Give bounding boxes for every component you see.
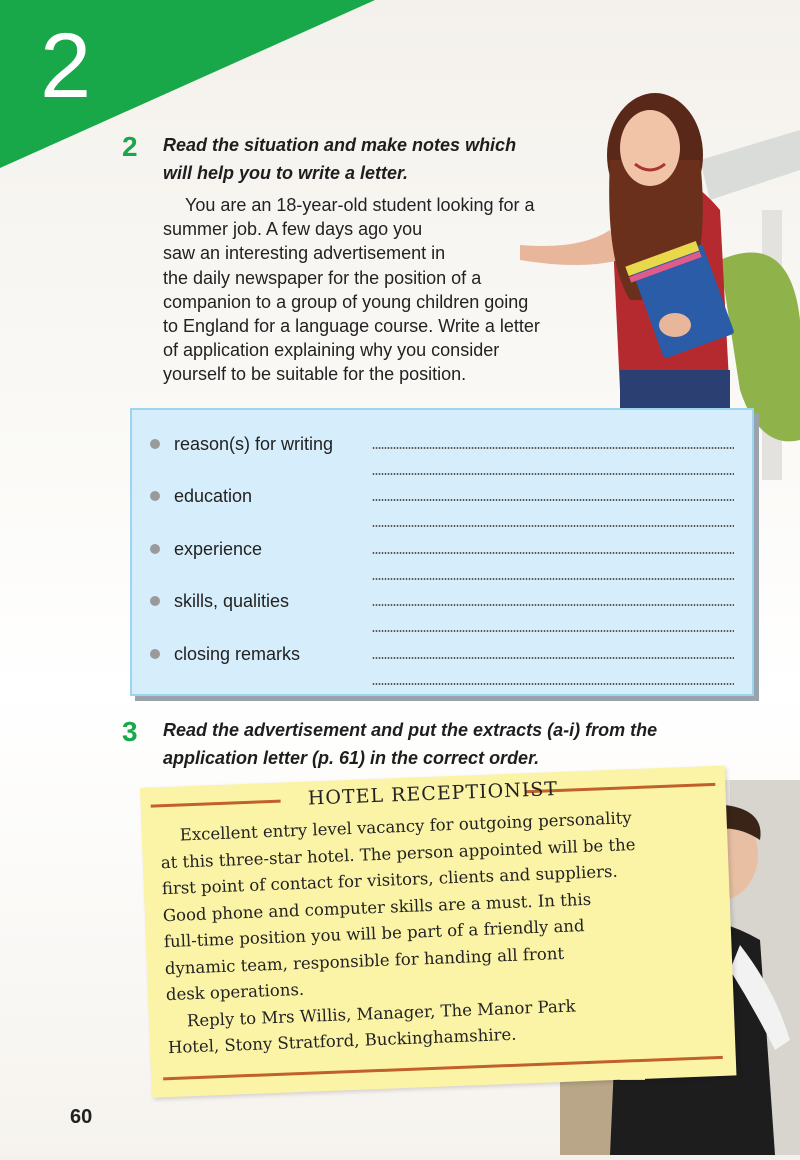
note-answer-line[interactable] bbox=[372, 630, 734, 632]
situation-line: to England for a language course. Write a letter bbox=[163, 316, 540, 337]
ad-bottom-rule bbox=[163, 1056, 723, 1080]
situation-line: companion to a group of young children going bbox=[163, 291, 529, 312]
situation-line: saw an interesting advertisement in bbox=[163, 243, 446, 264]
note-row-experience bbox=[132, 535, 752, 587]
ad-body-line: Hotel, Stony Stratford, Buckinghamshire. bbox=[167, 1024, 517, 1058]
note-label: skills, qualities bbox=[174, 591, 290, 611]
task-3-instruction bbox=[163, 716, 657, 772]
situation-line: yourself to be suitable for the position. bbox=[163, 364, 467, 385]
ad-body-line: full-time position you will be part of a friendly and bbox=[163, 916, 585, 952]
situation-line: of application explaining why you consider bbox=[163, 340, 500, 361]
bullet-icon bbox=[150, 596, 160, 606]
situation-line: the daily newspaper for the position of a bbox=[163, 267, 482, 288]
note-answer-line[interactable] bbox=[372, 683, 734, 685]
note-answer-line[interactable] bbox=[372, 604, 734, 606]
ad-body-line: dynamic team, responsible for handing all front bbox=[164, 943, 565, 978]
note-answer-line[interactable] bbox=[372, 525, 734, 527]
note-answer-line[interactable] bbox=[372, 552, 734, 554]
unit-number: 2 bbox=[40, 15, 92, 117]
situation-line: You are an 18-year-old student looking for a bbox=[185, 195, 535, 215]
ad-body bbox=[159, 802, 723, 1062]
note-row-skills bbox=[132, 587, 752, 639]
note-row-closing bbox=[132, 640, 752, 692]
notes-box bbox=[130, 408, 754, 696]
task-2-instruction bbox=[163, 131, 516, 187]
note-answer-line[interactable] bbox=[372, 473, 734, 475]
ad-body-line: first point of contact for visitors, clients and suppliers. bbox=[161, 861, 618, 899]
task-2-instruction-line: will help you to write a letter. bbox=[163, 163, 409, 183]
task-2-instruction-line: Read the situation and make notes which bbox=[163, 135, 517, 155]
ad-body-line: Good phone and computer skills are a must. In this bbox=[162, 889, 592, 925]
ad-body-line: desk operations. bbox=[165, 979, 305, 1005]
note-answer-line[interactable] bbox=[372, 578, 734, 580]
note-row-education bbox=[132, 482, 752, 534]
bullet-icon bbox=[150, 491, 160, 501]
situation-text bbox=[163, 193, 540, 387]
ad-body-line: Reply to Mrs Willis, Manager, The Manor Park bbox=[186, 995, 576, 1030]
task-3-number: 3 bbox=[122, 716, 138, 747]
note-label: closing remarks bbox=[174, 644, 301, 664]
advertisement-card bbox=[140, 766, 736, 1098]
note-answer-line[interactable] bbox=[372, 447, 734, 449]
bullet-icon bbox=[150, 544, 160, 554]
situation-line: summer job. A few days ago you bbox=[163, 219, 423, 240]
task-3-instruction-line: Read the advertisement and put the extracts (a-i) from the bbox=[163, 720, 658, 740]
ad-body-line: at this three-star hotel. The person appointed will be the bbox=[160, 834, 636, 872]
note-label: education bbox=[174, 486, 253, 506]
note-answer-line[interactable] bbox=[372, 499, 734, 501]
ad-body-line: Excellent entry level vacancy for outgoing personality bbox=[179, 808, 633, 845]
ad-title: HOTEL RECEPTIONIST bbox=[307, 777, 559, 810]
page-number: 60 bbox=[70, 1106, 93, 1128]
note-row-reasons bbox=[132, 430, 752, 482]
bullet-icon bbox=[150, 649, 160, 659]
task-3-instruction-line: application letter (p. 61) in the correct order. bbox=[163, 748, 540, 768]
note-label: reason(s) for writing bbox=[174, 434, 334, 454]
task-2-number: 2 bbox=[122, 131, 138, 162]
note-answer-line[interactable] bbox=[372, 657, 734, 659]
bullet-icon bbox=[150, 439, 160, 449]
note-label: experience bbox=[174, 539, 263, 559]
